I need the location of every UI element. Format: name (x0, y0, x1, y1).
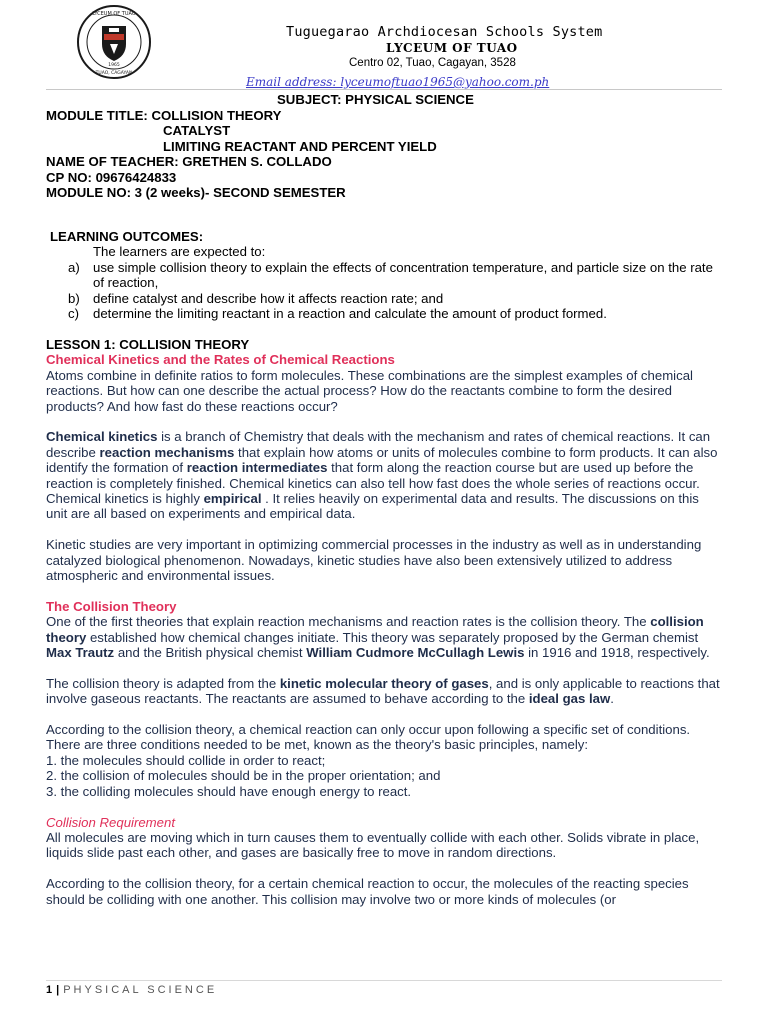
list-item: 1. the molecules should collide in order to react; (46, 752, 326, 768)
bold-term: kinetic molecular theory of gases (279, 675, 489, 691)
outcomes-intro: The learners are expected to: (93, 244, 266, 260)
school-seal-logo (76, 4, 152, 80)
subject-line: SUBJECT: PHYSICAL SCIENCE (277, 92, 474, 107)
paragraph: Atoms combine in definite ratios to form molecules. These combinations are the simplest examples of chemical reactions. But how can one describe the actual process? How do the reactants combine to form the desired products? And how fast do these reactions occur? (46, 367, 693, 414)
list-label: a) (68, 259, 80, 275)
outcomes-title: LEARNING OUTCOMES: (50, 229, 204, 244)
svg-text:TUAO, CAGAYAN: TUAO, CAGAYAN (95, 71, 133, 76)
section-heading: The Collision Theory (46, 598, 177, 614)
list-item (46, 260, 722, 291)
list-text: determine the limiting reactant in a reaction and calculate the amount of product formed. (93, 306, 607, 322)
paragraph: According to the collision theory, for a certain chemical reaction to occur, the molecules of the reacting species should be colliding with one another. This collision may involve two or more kinds of molecules (or (46, 876, 689, 907)
footer-label: PHYSICAL SCIENCE (63, 984, 218, 996)
lesson-content (46, 337, 722, 907)
page-number: 1 (46, 984, 53, 996)
bold-term: William Cudmore McCullagh Lewis (306, 645, 525, 661)
bold-term: reaction mechanisms (99, 444, 235, 460)
module-title-line2: CATALYST (163, 123, 231, 138)
list-item: 2. the collision of molecules should be in the proper orientation; and (46, 768, 441, 784)
teacher-name: NAME OF TEACHER: GRETHEN S. COLLADO (46, 154, 332, 169)
list-text: use simple collision theory to explain the effects of concentration temperature, and particle size on the rate of reaction, (93, 259, 713, 291)
bold-term: Chemical kinetics (46, 429, 158, 445)
bold-term: Max Trautz (46, 645, 115, 661)
footer-divider (46, 980, 722, 981)
school-name: LYCEUM OF TUAO (386, 41, 518, 55)
paragraph: One of the first theories that explain reaction mechanisms and reaction rates is the collision theory. The collision theory established how chemical changes initiate. This theory was separately proposed by the German chemist Max Trautz and the British physical chemist William Cudmore McCullagh Lewis in 1916 and 1918, respectively. (46, 614, 710, 661)
svg-text:1965: 1965 (108, 63, 120, 68)
section-heading: Collision Requirement (46, 814, 176, 830)
list-item (46, 291, 722, 306)
email-link[interactable]: Email address: lyceumoftuao1965@yahoo.com.ph (246, 75, 550, 89)
bold-term: collision theory (46, 614, 704, 645)
module-number: MODULE NO: 3 (2 weeks)- SECOND SEMESTER (46, 185, 346, 200)
module-info (46, 92, 726, 201)
learning-outcomes (46, 229, 722, 321)
school-address: Centro 02, Tuao, Cagayan, 3528 (349, 57, 516, 69)
list-label: c) (68, 306, 79, 322)
svg-text:LYCEUM OF TUAO: LYCEUM OF TUAO (92, 11, 136, 17)
paragraph: All molecules are moving which in turn causes them to eventually collide with each other. Solids vibrate in place, liquids slide past each other, and gases are basically free to move in random directions. (46, 829, 700, 861)
cp-number: CP NO: 09676424833 (46, 169, 177, 185)
paragraph: Chemical kinetics is a branch of Chemistry that deals with the mechanism and rates of chemical reactions. It can describe reaction mechanisms that explain how atoms or units of molecules combine to form products. It can also identify the formation of reaction intermediates that form along the reaction course but are used up before the reaction is completely finished. Chemical kinetics can also tell how fast does the whole series of reactions occur. Chemical kinetics is highly empirical . It relies heavily on experimental data and results. The discussions on this unit are all based on experiments and empirical data. (46, 429, 718, 522)
paragraph: Kinetic studies are very important in optimizing commercial processes in the industry as well as in understanding catalyzed biological phenomenon. Nowadays, kinetic studies have also been extensively utilized to address atmospheric and environmental issues. (46, 537, 702, 584)
list-label: b) (68, 290, 80, 306)
bold-term: empirical (203, 491, 262, 507)
list-item: 3. the colliding molecules should have enough energy to react. (46, 783, 412, 799)
bold-term: ideal gas law (528, 691, 611, 707)
section-heading: Chemical Kinetics and the Rates of Chemical Reactions (46, 352, 395, 368)
module-title-line3: LIMITING REACTANT AND PERCENT YIELD (163, 138, 437, 154)
list-item (46, 306, 722, 321)
school-system-name: Tuguegarao Archdiocesan Schools System (286, 24, 603, 40)
page-footer: 1 | PHYSICAL SCIENCE (46, 984, 218, 996)
paragraph: According to the collision theory, a chemical reaction can only occur upon following a specific set of conditions. There are three conditions needed to be met, known as the theory's basic principles, namely: (46, 722, 691, 753)
module-title: MODULE TITLE: COLLISION THEORY (46, 107, 282, 123)
list-text: define catalyst and describe how it affects reaction rate; and (93, 290, 444, 306)
bold-term: reaction intermediates (186, 460, 328, 476)
lesson-title: LESSON 1: COLLISION THEORY (46, 337, 250, 352)
header-divider (46, 89, 722, 90)
paragraph: The collision theory is adapted from the kinetic molecular theory of gases, and is only applicable to reactions that involve gaseous reactants. The reactants are assumed to behave according to the ideal gas law. (46, 675, 720, 707)
